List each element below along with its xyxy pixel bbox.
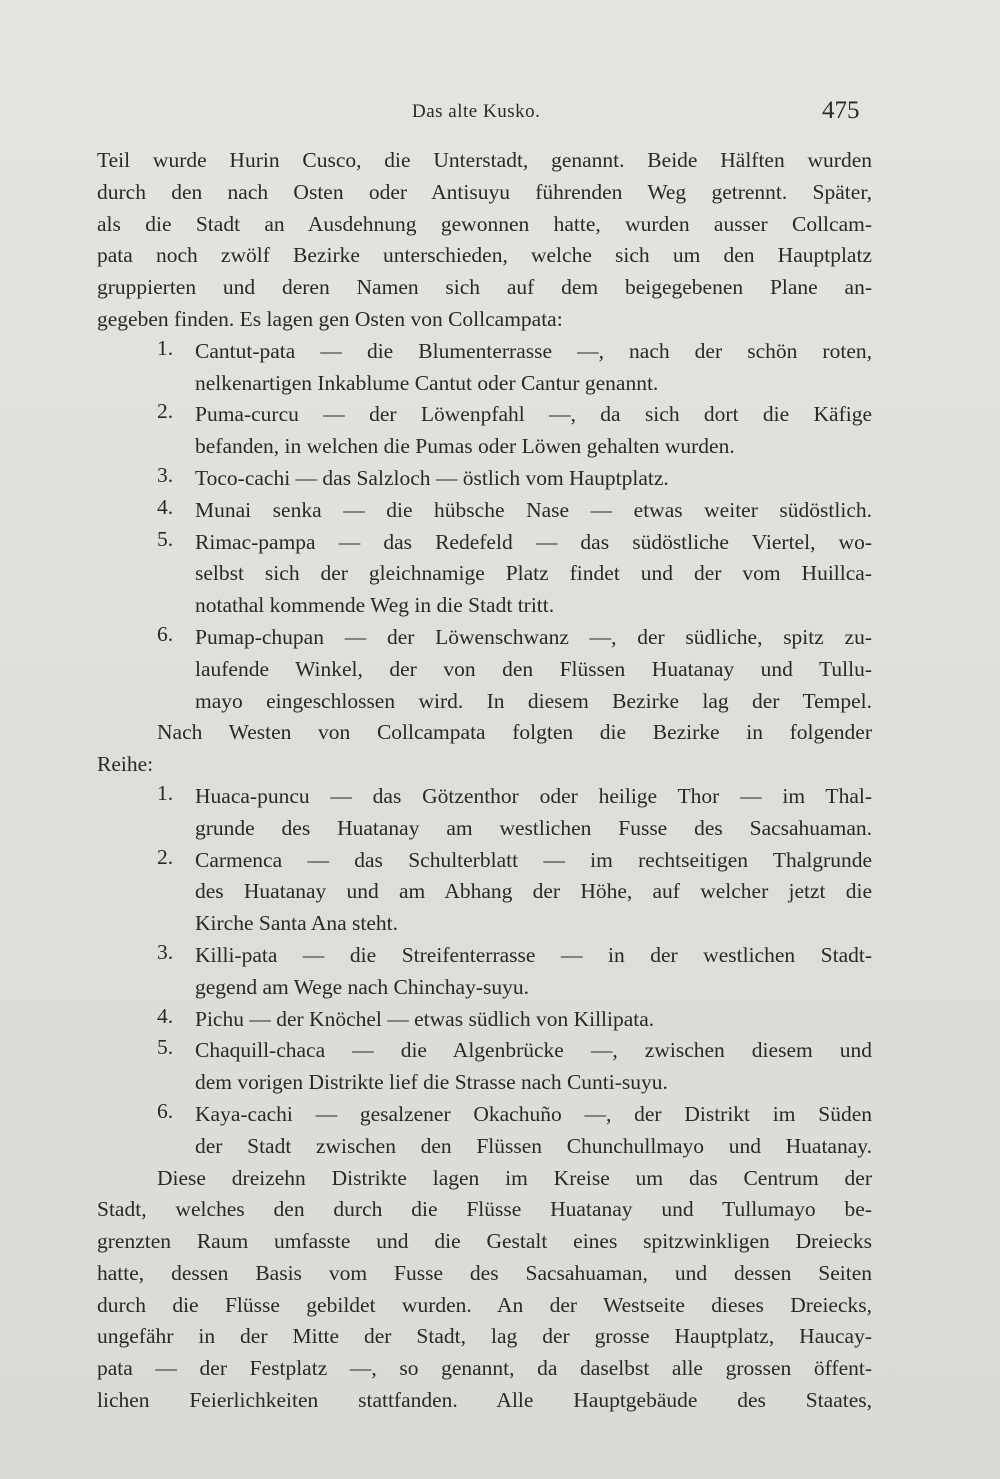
list-item-line: Rimac-pampa — das Redefeld — das südöstliche Viertel, wo- [195, 529, 872, 554]
text-line: Reihe: [97, 752, 154, 777]
list-item-line: Carmenca — das Schulterblatt — im rechtseitigen Thalgrunde [195, 847, 872, 872]
list-item-number: 2. [157, 844, 174, 869]
text-line: durch die Flüsse gebildet wurden. An der Westseite dieses Dreiecks, [97, 1292, 872, 1317]
text-line: gruppierten und deren Namen sich auf dem beigegebenen Plane an- [97, 275, 872, 300]
list-item-number: 3. [157, 939, 174, 964]
running-head [0, 97, 1000, 131]
list-item [97, 1099, 872, 1163]
list-item-line: Kirche Santa Ana steht. [195, 911, 399, 936]
west-district-list [97, 781, 872, 1163]
list-item-line: des Huatanay und am Abhang der Höhe, auf welcher jetzt die [195, 879, 872, 904]
text-line: gegeben finden. Es lagen gen Osten von Collcampata: [97, 306, 563, 331]
list-item-line: dem vorigen Distrikte lief die Strasse nach Cunti-suyu. [195, 1070, 668, 1095]
list-item-line: Toco-cachi — das Salzloch — östlich vom Hauptplatz. [195, 465, 669, 490]
list-item-line: Killi-pata — die Streifenterrasse — in der westlichen Stadt- [195, 942, 872, 967]
text-line: lichen Feierlichkeiten stattfanden. Alle Hauptgebäude des Staates, [97, 1388, 872, 1413]
text-line: pata — der Festplatz —, so genannt, da daselbst alle grossen öffent- [97, 1356, 872, 1381]
list-item [97, 336, 872, 400]
list-item [97, 845, 872, 940]
text-line: als die Stadt an Ausdehnung gewonnen hatte, wurden ausser Collcam- [97, 211, 872, 236]
list-item-line: grunde des Huatanay am westlichen Fusse des Sacsahuaman. [195, 815, 872, 840]
list-item-number: 1. [157, 335, 174, 360]
list-item-number: 4. [157, 494, 174, 519]
text-line: pata noch zwölf Bezirke unterschieden, welche sich um den Hauptplatz [97, 243, 872, 268]
list-item-line: befanden, in welchen die Pumas oder Löwen gehalten wurden. [195, 434, 735, 459]
list-item [97, 781, 872, 845]
list-item [97, 463, 872, 495]
list-item-number: 1. [157, 780, 174, 805]
text-line: Nach Westen von Collcampata folgten die Bezirke in folgender [157, 720, 872, 745]
list-item-number: 4. [157, 1003, 174, 1028]
list-item-number: 6. [157, 621, 174, 646]
east-district-list [97, 336, 872, 718]
list-item [97, 527, 872, 622]
list-item-line: Puma-curcu — der Löwenpfahl —, da sich dort die Käfige [195, 402, 872, 427]
list-item-line: der Stadt zwischen den Flüssen Chunchullmayo und Huatanay. [195, 1133, 872, 1158]
list-item-number: 6. [157, 1098, 174, 1123]
list-item-line: Kaya-cachi — gesalzener Okachuño —, der Distrikt im Süden [195, 1101, 872, 1126]
text-line: Teil wurde Hurin Cusco, die Unterstadt, genannt. Beide Hälften wurden [97, 148, 872, 172]
text-line: hatte, dessen Basis vom Fusse des Sacsahuaman, und dessen Seiten [97, 1260, 872, 1285]
list-item-line: Munai senka — die hübsche Nase — etwas weiter südöstlich. [195, 497, 872, 522]
list-item [97, 1004, 872, 1036]
list-item [97, 940, 872, 1004]
intro-paragraph [97, 145, 872, 336]
list-item-number: 3. [157, 462, 174, 487]
list-item [97, 495, 872, 527]
page-number: 475 [822, 97, 860, 124]
closing-paragraph [97, 1163, 872, 1417]
list-item [97, 622, 872, 717]
list-item-line: Cantut-pata — die Blumenterrasse —, nach der schön roten, [195, 338, 872, 363]
list-item-line: notathal kommende Weg in die Stadt tritt. [195, 593, 555, 618]
body-text [97, 145, 872, 1417]
running-title: Das alte Kusko. [412, 101, 541, 122]
list-item-number: 2. [157, 399, 174, 424]
list-item-number: 5. [157, 1035, 174, 1060]
text-line: durch den nach Osten oder Antisuyu führenden Weg getrennt. Später, [97, 179, 872, 204]
list-item [97, 399, 872, 463]
list-item-line: gegend am Wege nach Chinchay-suyu. [195, 974, 530, 999]
list-item-line: laufende Winkel, der von den Flüssen Huatanay und Tullu- [195, 656, 872, 681]
text-line: Stadt, welches den durch die Flüsse Huatanay und Tullumayo be- [97, 1197, 872, 1222]
list-item-line: selbst sich der gleichnamige Platz findet und der vom Huillca- [195, 561, 872, 586]
list-item-line: mayo eingeschlossen wird. In diesem Bezirke lag der Tempel. [195, 688, 872, 713]
list-item-line: Huaca-puncu — das Götzenthor oder heilige Thor — im Thal- [195, 783, 872, 808]
text-line: ungefähr in der Mitte der Stadt, lag der grosse Hauptplatz, Haucay- [97, 1324, 872, 1349]
text-line: Diese dreizehn Distrikte lagen im Kreise um das Centrum der [157, 1165, 872, 1190]
west-intro-paragraph [97, 717, 872, 781]
list-item-line: nelkenartigen Inkablume Cantut oder Cantur genannt. [195, 370, 659, 395]
list-item-line: Chaquill-chaca — die Algenbrücke —, zwischen diesem und [195, 1038, 872, 1063]
text-line: grenzten Raum umfasste und die Gestalt eines spitzwinkligen Dreiecks [97, 1229, 872, 1254]
list-item [97, 1035, 872, 1099]
list-item-number: 5. [157, 526, 174, 551]
list-item-line: Pumap-chupan — der Löwenschwanz —, der südliche, spitz zu- [195, 624, 872, 649]
list-item-line: Pichu — der Knöchel — etwas südlich von Killipata. [195, 1006, 655, 1031]
